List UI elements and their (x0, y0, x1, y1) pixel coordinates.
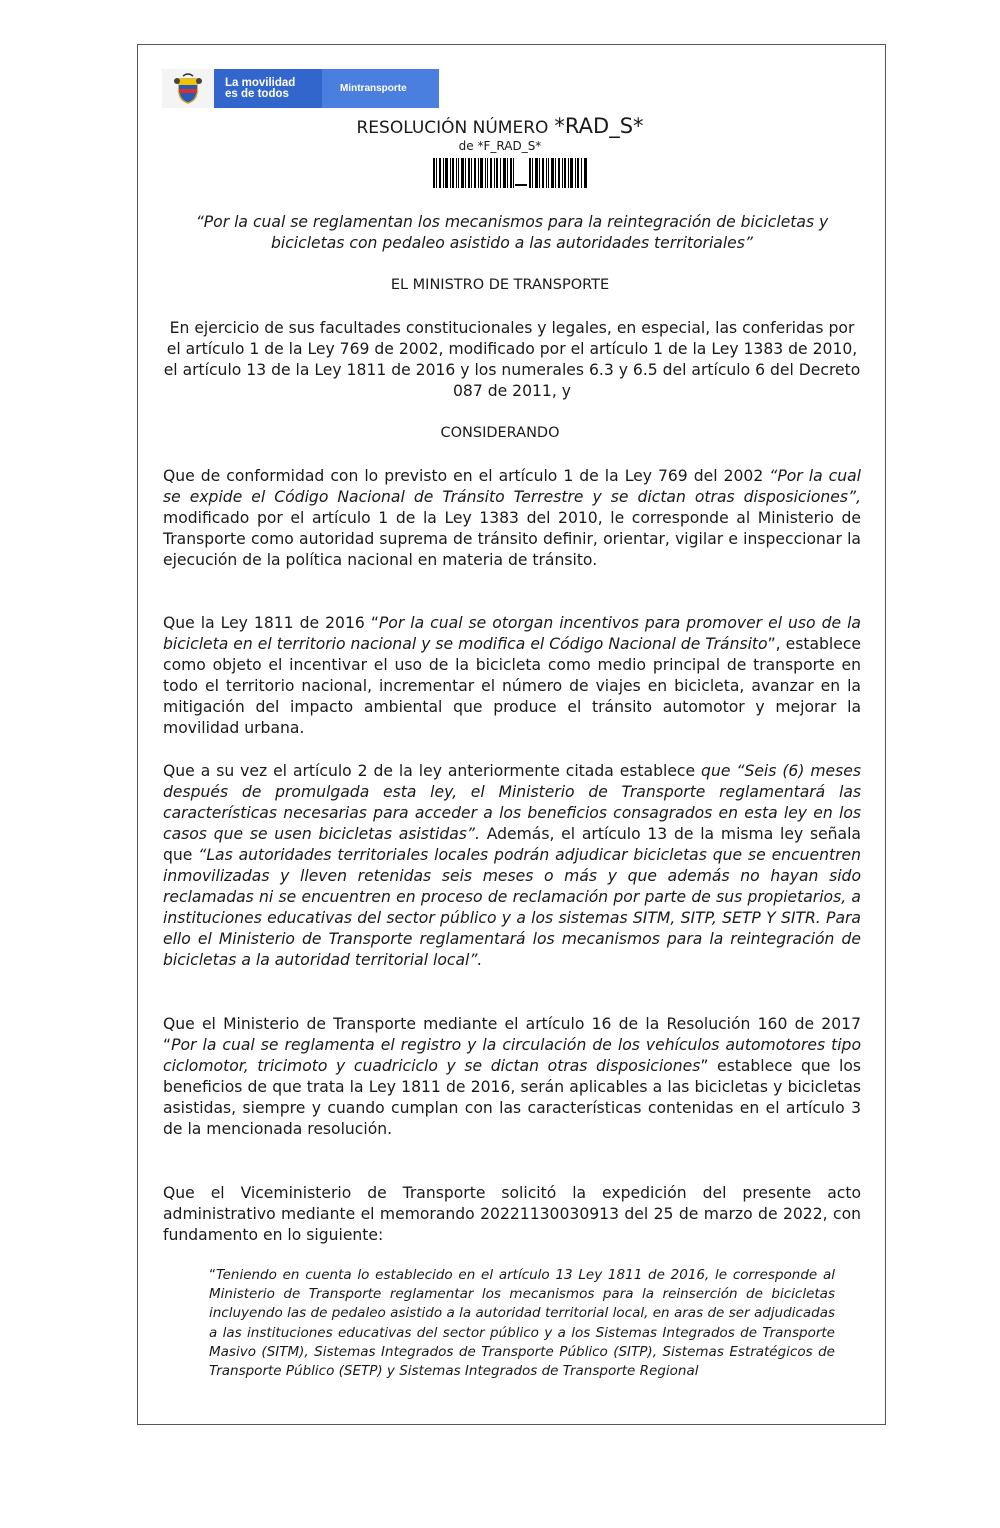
p4-italic-b: Por la cual se reglamenta el registro y la circulación de los vehículos automotores tipo ciclomotor, tricimoto y cuadriciclo y se dictan otras disposiciones (163, 1036, 861, 1075)
issuer-heading: EL MINISTRO DE TRANSPORTE (390, 277, 610, 293)
barcode (433, 158, 587, 188)
paragraph-5: Que el Viceministerio de Transporte solicitó la expedición del presente acto administrativo mediante el memorando 20221130030913 del 25 de marzo de 2022, con fundamento en lo siguiente: (163, 1184, 861, 1244)
p1-italic-b: “Por la cual se expide el Código Nacional de Tránsito Terrestre y se dictan otras disposiciones”, (163, 467, 861, 506)
p4-text-c: ” establece que los beneficios de que trata la Ley 1811 de 2016, serán aplicables a las bicicletas y bicicletas asistidas, siempre y cuando cumplan con las características contenidas en el artículo 3 de la mencionada resolución. (163, 1057, 862, 1138)
p2-text-a: Que la Ley 1811 de 2016 “ (163, 614, 379, 632)
p3-italic-d: “Las autoridades territoriales locales podrán adjudicar bicicletas que se encuentren inmovilizadas y lleven retenidas seis meses o más y que además no hayan sido reclamadas ni se encuentren en proceso de reclamación por parte de sus propietarios, a instituciones educativas del sector público y a los sistemas SITM, SITP, SETP Y SITR. Para ello el Ministerio de Transporte reglamentará los mecanismos para la reintegración de bicicletas a la autoridad territorial local”. (163, 846, 861, 969)
logo-slogan (214, 69, 322, 108)
p1-text-c: modificado por el artículo 1 de la Ley 1383 del 2010, le corresponde al Ministerio de Transporte como autoridad suprema de tránsito definir, orientar, vigilar e inspeccionar la ejecución de la política nacional en materia de tránsito. (163, 509, 861, 569)
p1-text-a: Que de conformidad con lo previsto en el artículo 1 de la Ley 769 del 2002 (163, 467, 770, 485)
considerando-heading: CONSIDERANDO (440, 425, 560, 441)
mintransporte-logo (162, 69, 439, 108)
resolution-label: RESOLUCIÓN NÚMERO (356, 118, 549, 138)
quote-text: Teniendo en cuenta lo establecido en el artículo 13 Ley 1811 de 2016, le corresponde al Ministerio de Transporte reglamentar los mecanismos para la reinserción de bicicletas incluyendo las de pedaleo asistido a la autoridad territorial local, en aras de ser adjudicadas a las instituciones educativas del sector público y a los Sistemas Integrados de Transporte Masivo (SITM), Sistemas Integrados de Transporte Público (SITP), Sistemas Estratégicos de Transporte Público (SETP) y Sistemas Integrados de Transporte Regional (209, 1267, 835, 1380)
coat-of-arms-icon (162, 69, 214, 108)
logo-slogan-line1: La movilidad (225, 76, 296, 89)
logo-slogan-line2: es de todos (225, 87, 289, 100)
paragraph-3 (163, 761, 861, 971)
p2-italic-b: Por la cual se otorgan incentivos para promover el uso de la bicicleta en el territorio nacional y se modifica el Código Nacional de Tránsito (163, 614, 861, 653)
paragraph-2 (163, 613, 861, 739)
memo-quote (209, 1266, 835, 1381)
p3-text-a: Que a su vez el artículo 2 de la ley anteriormente citada establece (163, 762, 702, 780)
paragraph-1 (163, 466, 861, 571)
resolution-title: “Por la cual se reglamentan los mecanismos para la reintegración de bicicletas y bicicletas con pedaleo asistido a las autoridades territoriales” (195, 213, 829, 252)
resolution-heading (0, 114, 1000, 138)
quote-open: “ (209, 1267, 216, 1283)
logo-entity: Mintransporte (322, 69, 439, 108)
p3-text-c: Además, el artículo 13 de la misma ley señala que (163, 825, 861, 864)
resolution-date: de *F_RAD_S* (458, 139, 542, 153)
powers-paragraph: En ejercicio de sus facultades constitucionales y legales, en especial, las conferidas por el artículo 1 de la Ley 769 de 2002, modificado por el artículo 1 de la Ley 1383 de 2010, el artículo 13 de la Ley 1811 de 2016 y los numerales 6.3 y 6.5 del artículo 6 del Decreto 087 de 2011, y (163, 319, 861, 400)
p2-text-c: ”, establece como objeto el incentivar el uso de la bicicleta como medio principal de transporte en todo el territorio nacional, incrementar el número de viajes en bicicleta, avanzar en la mitigación del impacto ambiental que produce el tránsito automotor y mejorar la movilidad urbana. (163, 635, 861, 737)
p4-text-a: Que el Ministerio de Transporte mediante el artículo 16 de la Resolución 160 de 2017 “ (163, 1015, 861, 1054)
resolution-number: *RAD_S* (554, 114, 644, 138)
p3-italic-b: que “Seis (6) meses después de promulgada esta ley, el Ministerio de Transporte reglamentará las características necesarias para acceder a los beneficios consagrados en esta ley en los casos que se usen bicicletas asistidas”. (163, 762, 861, 843)
paragraph-4 (163, 1014, 861, 1140)
